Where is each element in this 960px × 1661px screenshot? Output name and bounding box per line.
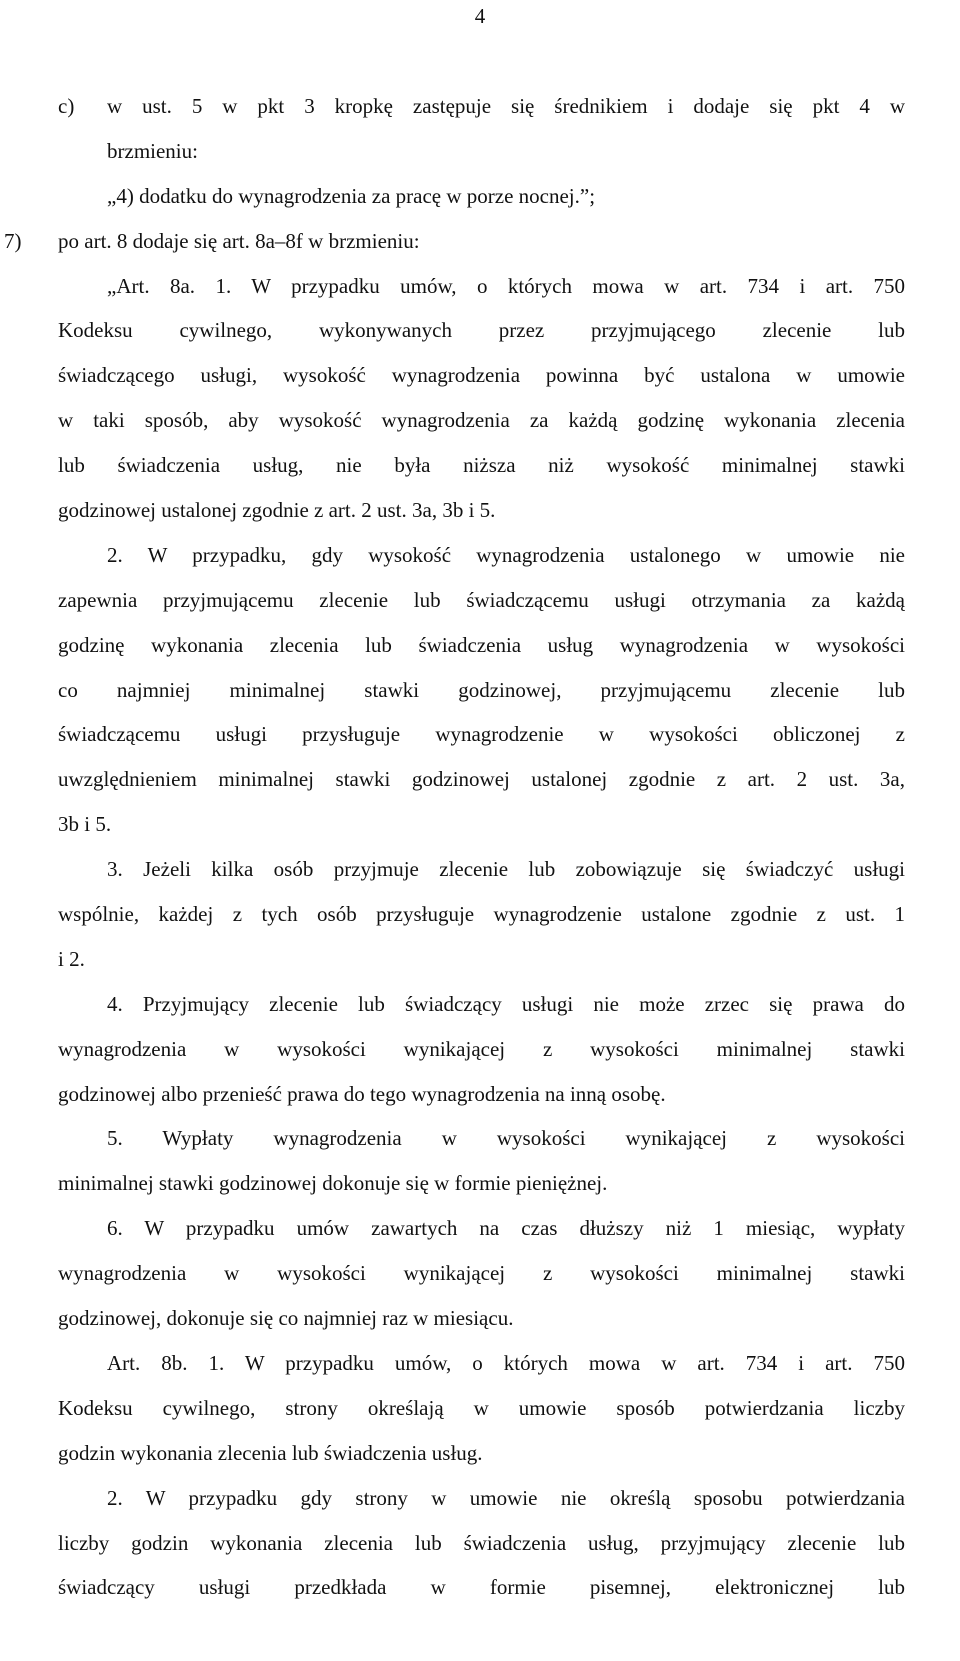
text-line bbox=[0, 443, 960, 488]
text-line bbox=[0, 1565, 960, 1610]
line-text: Kodeksu cywilnego, wykonywanych przez przyjmującego zlecenie lub bbox=[58, 318, 905, 343]
text-line bbox=[0, 353, 960, 398]
text-line bbox=[0, 1027, 960, 1072]
line-text: 6. W przypadku umów zawartych na czas dłuższy niż 1 miesiąc, wypłaty bbox=[107, 1216, 905, 1241]
line-text: 4. Przyjmujący zlecenie lub świadczący usługi nie może zrzec się prawa do bbox=[107, 991, 905, 1016]
text-line bbox=[0, 1116, 960, 1161]
text-line bbox=[0, 1251, 960, 1296]
text-line bbox=[0, 84, 960, 129]
line-text: w ust. 5 w pkt 3 kropkę zastępuje się średnikiem i dodaje się pkt 4 w bbox=[107, 94, 905, 118]
text-line bbox=[0, 533, 960, 578]
text-line bbox=[0, 174, 960, 219]
text-line bbox=[0, 757, 960, 802]
text-line bbox=[0, 219, 960, 264]
line-text: 2. W przypadku gdy strony w umowie nie określą sposobu potwierdzania bbox=[107, 1485, 905, 1510]
text-line bbox=[0, 982, 960, 1027]
text-line bbox=[0, 1476, 960, 1521]
text-line bbox=[0, 398, 960, 443]
line-text: „4) dodatku do wynagrodzenia za pracę w porze nocnej.”; bbox=[107, 183, 596, 208]
line-text: 3b i 5. bbox=[58, 812, 112, 837]
line-text: godzinowej ustalonej zgodnie z art. 2 ust. 3a, 3b i 5. bbox=[58, 498, 496, 523]
line-text: godzin wykonania zlecenia lub świadczenia usług. bbox=[58, 1440, 483, 1465]
text-line bbox=[0, 1386, 960, 1431]
line-text: zapewnia przyjmującemu zlecenie lub świadczącemu usługi otrzymania za każdą bbox=[58, 587, 905, 612]
text-line bbox=[0, 623, 960, 668]
text-line bbox=[0, 488, 960, 533]
list-label: c) bbox=[58, 94, 75, 118]
document-body bbox=[0, 84, 960, 1610]
text-line bbox=[0, 578, 960, 623]
line-text: 2. W przypadku, gdy wysokość wynagrodzenia ustalonego w umowie nie bbox=[107, 542, 905, 567]
text-line bbox=[0, 129, 960, 174]
line-text: Kodeksu cywilnego, strony określają w umowie sposób potwierdzania liczby bbox=[58, 1395, 905, 1420]
text-line bbox=[0, 668, 960, 713]
text-line bbox=[0, 1296, 960, 1341]
line-text: liczby godzin wykonania zlecenia lub świadczenia usług, przyjmujący zlecenie lub bbox=[58, 1530, 905, 1555]
line-text: w taki sposób, aby wysokość wynagrodzenia za każdą godzinę wykonania zlecenia bbox=[58, 408, 905, 433]
line-text: po art. 8 dodaje się art. 8a–8f w brzmieniu: bbox=[58, 228, 420, 253]
line-text: co najmniej minimalnej stawki godzinowej, przyjmującemu zlecenie lub bbox=[58, 677, 905, 702]
text-line bbox=[0, 1341, 960, 1386]
line-text: „Art. 8a. 1. W przypadku umów, o których mowa w art. 734 i art. 750 bbox=[107, 273, 905, 298]
text-line bbox=[0, 1072, 960, 1117]
text-line bbox=[0, 264, 960, 309]
line-text: i 2. bbox=[58, 946, 85, 971]
line-text: świadczącemu usługi przysługuje wynagrodzenie w wysokości obliczonej z bbox=[58, 722, 905, 747]
line-text: lub świadczenia usług, nie była niższa niż wysokość minimalnej stawki bbox=[58, 453, 905, 478]
line-text: uwzględnieniem minimalnej stawki godzinowej ustalonej zgodnie z art. 2 ust. 3a, bbox=[58, 767, 905, 792]
line-text: 3. Jeżeli kilka osób przyjmuje zlecenie lub zobowiązuje się świadczyć usługi bbox=[107, 857, 905, 882]
text-line bbox=[0, 802, 960, 847]
line-text: 5. Wypłaty wynagrodzenia w wysokości wynikającej z wysokości bbox=[107, 1126, 905, 1151]
line-text: wspólnie, każdej z tych osób przysługuje wynagrodzenie ustalone zgodnie z ust. 1 bbox=[58, 902, 905, 927]
text-line bbox=[0, 1521, 960, 1566]
text-line bbox=[0, 847, 960, 892]
text-line bbox=[0, 1431, 960, 1476]
line-text: świadczący usługi przedkłada w formie pisemnej, elektronicznej lub bbox=[58, 1575, 905, 1600]
line-text: świadczącego usługi, wysokość wynagrodzenia powinna być ustalona w umowie bbox=[58, 363, 905, 388]
line-text: brzmieniu: bbox=[107, 138, 198, 163]
text-line bbox=[0, 308, 960, 353]
list-label: 7) bbox=[4, 228, 22, 253]
line-text: Art. 8b. 1. W przypadku umów, o których mowa w art. 734 i art. 750 bbox=[107, 1350, 905, 1375]
line-text: godzinowej albo przenieść prawa do tego wynagrodzenia na inną osobę. bbox=[58, 1081, 666, 1106]
text-line bbox=[0, 937, 960, 982]
line-text: wynagrodzenia w wysokości wynikającej z wysokości minimalnej stawki bbox=[58, 1261, 905, 1286]
page-number: 4 bbox=[474, 4, 486, 28]
line-text: godzinę wykonania zlecenia lub świadczenia usług wynagrodzenia w wysokości bbox=[58, 632, 905, 657]
line-text: godzinowej, dokonuje się co najmniej raz w miesiącu. bbox=[58, 1306, 514, 1331]
text-line bbox=[0, 892, 960, 937]
text-line bbox=[0, 1161, 960, 1206]
line-text: minimalnej stawki godzinowej dokonuje się w formie pieniężnej. bbox=[58, 1171, 608, 1196]
text-line bbox=[0, 1206, 960, 1251]
text-line bbox=[0, 712, 960, 757]
line-text: wynagrodzenia w wysokości wynikającej z wysokości minimalnej stawki bbox=[58, 1036, 905, 1061]
